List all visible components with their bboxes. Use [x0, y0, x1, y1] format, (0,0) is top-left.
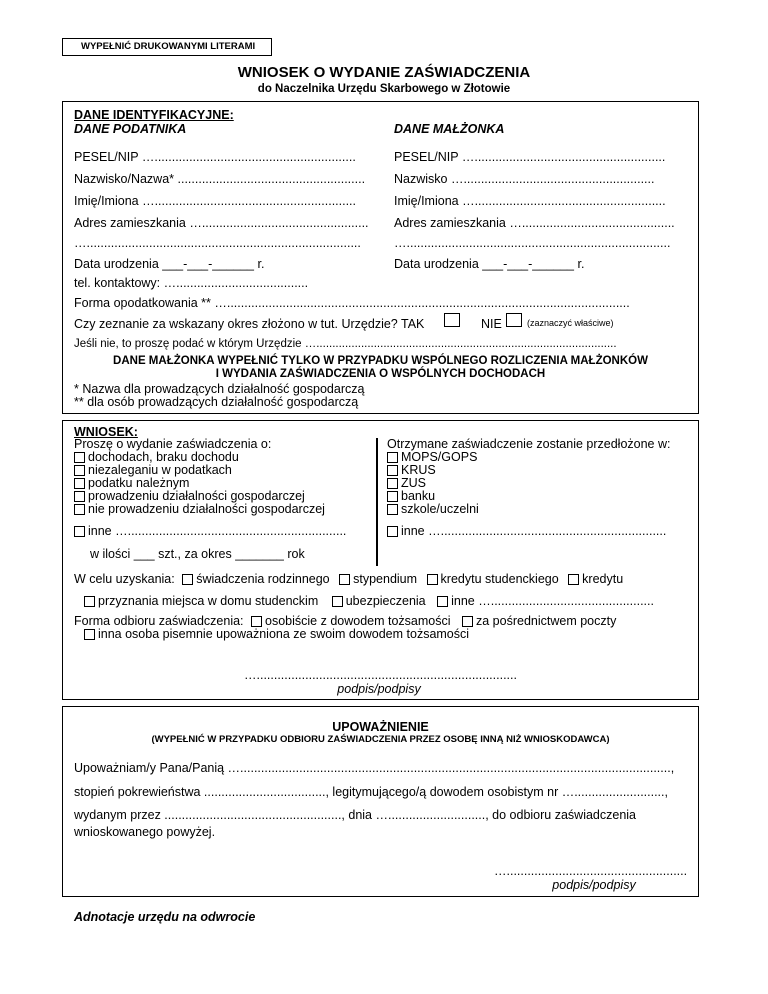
- purpose-family-benefit-checkbox[interactable]: [182, 574, 193, 585]
- spouse-first-name-field[interactable]: Imię/Imiona ….......................................................: [394, 194, 666, 208]
- taxpayer-pesel-field[interactable]: PESEL/NIP …..........................................................: [74, 150, 356, 164]
- office-annotations-note: Adnotacje urzędu na odwrocie: [74, 910, 256, 924]
- certificate-no-arrears-checkbox[interactable]: [74, 465, 85, 476]
- request-header: WNIOSEK:: [74, 425, 138, 439]
- submit-bank-checkbox[interactable]: [387, 491, 398, 502]
- purpose-other-checkbox[interactable]: [437, 596, 448, 607]
- authorization-line-1[interactable]: Upoważniam/y Pana/Panią …............................................................................................................................,: [74, 761, 675, 775]
- taxpayer-name-field[interactable]: Nazwisko/Nazwa* ......................................................: [74, 172, 366, 186]
- filed-hint: (zaznaczyć właściwe): [527, 318, 614, 328]
- pickup-post-label: za pośrednictwem poczty: [476, 614, 617, 628]
- hint-box: [62, 38, 272, 56]
- authorization-subtitle: (WYPEŁNIĆ W PRZYPADKU ODBIORU ZAŚWIADCZENIA PRZEZ OSOBĘ INNĄ NIŻ WNIOSKODAWCA): [151, 734, 610, 745]
- authorization-signature-line[interactable]: …....................................................: [494, 864, 688, 878]
- filed-question: Czy zeznanie za wskazany okres złożono w tut. Urzędzie? TAK: [74, 317, 425, 331]
- tax-form-field[interactable]: Forma opodatkowania ** …....................................................................................................................: [74, 296, 630, 310]
- authorization-title: UPOWAŻNIENIE: [332, 720, 429, 734]
- submit-zus-checkbox[interactable]: [387, 478, 398, 489]
- pickup-personal-label: osobiście z dowodem tożsamości: [265, 614, 451, 628]
- purpose-row-2: [84, 594, 654, 608]
- authorization-line-2[interactable]: stopień pokrewieństwa ..................................., legitymującego/ą dowodem osobistym nr …..........................,: [74, 785, 668, 799]
- spouse-notice-line1: DANE MAŁŻONKA WYPEŁNIĆ TYLKO W PRZYPADKU WSPÓLNEGO ROZLICZENIA MAŁŻONKÓW: [113, 355, 648, 367]
- certificate-business-checkbox[interactable]: [74, 491, 85, 502]
- spouse-address-field[interactable]: Adres zamieszkania …............................................: [394, 216, 675, 230]
- submit-krus-checkbox[interactable]: [387, 465, 398, 476]
- office-field[interactable]: Jeśli nie, to proszę podać w którym Urzędzie …..............................................................................................: [74, 338, 617, 350]
- certificate-income-label: dochodach, braku dochodu: [88, 450, 239, 464]
- spouse-notice-line2: I WYDANIA ZAŚWIADCZENIA O WSPÓLNYCH DOCHODACH: [215, 368, 546, 380]
- spouse-header: DANE MAŁŻONKA: [394, 122, 505, 136]
- purpose-row: [74, 572, 623, 586]
- purpose-loan-label: kredytu: [582, 572, 624, 586]
- purpose-insurance-checkbox[interactable]: [332, 596, 343, 607]
- request-right-list: [387, 450, 479, 515]
- authorization-line-4: wnioskowanego powyżej.: [74, 825, 216, 839]
- ident-header: DANE IDENTYFIKACYJNE:: [74, 108, 234, 122]
- request-column-divider: [376, 438, 378, 566]
- authorization-signature-label: podpis/podpisy: [552, 878, 636, 892]
- submit-bank-label: banku: [401, 489, 436, 503]
- purpose-scholarship-label: stypendium: [353, 572, 418, 586]
- pickup-row-2: [84, 627, 469, 641]
- page-subtitle: do Naczelnika Urzędu Skarbowego w Złotowie: [257, 83, 511, 95]
- pickup-personal-checkbox[interactable]: [251, 616, 262, 627]
- taxpayer-first-name-field[interactable]: Imię/Imiona …..........................................................: [74, 194, 357, 208]
- request-right-intro: Otrzymane zaświadczenie zostanie przedłożone w:: [387, 437, 671, 451]
- purpose-scholarship-checkbox[interactable]: [339, 574, 350, 585]
- quantity-field[interactable]: w ilości ___ szt., za okres _______ rok: [90, 547, 305, 561]
- submit-school-label: szkole/uczelni: [401, 502, 479, 516]
- certificate-other-field[interactable]: inne …...............................................................: [88, 524, 347, 538]
- submit-mops-checkbox[interactable]: [387, 452, 398, 463]
- certificate-tax-due-label: podatku należnym: [88, 476, 190, 490]
- submit-zus-label: ZUS: [401, 476, 426, 490]
- purpose-dormitory-label: przyznania miejsca w domu studenckim: [98, 594, 319, 608]
- request-signature-label: podpis/podpisy: [337, 682, 421, 696]
- purpose-label: W celu uzyskania:: [74, 572, 175, 586]
- taxpayer-address-line2[interactable]: …...............................................................................: [74, 236, 361, 250]
- request-signature-line[interactable]: …...........................................................................: [244, 668, 517, 682]
- purpose-student-loan-checkbox[interactable]: [427, 574, 438, 585]
- purpose-loan-checkbox[interactable]: [568, 574, 579, 585]
- submit-mops-label: MOPS/GOPS: [401, 450, 478, 464]
- pickup-label: Forma odbioru zaświadczenia:: [74, 614, 244, 628]
- request-left-intro: Proszę o wydanie zaświadczenia o:: [74, 437, 272, 451]
- certificate-no-arrears-label: niezaleganiu w podatkach: [88, 463, 232, 477]
- certificate-business-label: prowadzeniu działalności gospodarczej: [88, 489, 305, 503]
- purpose-family-benefit-label: świadczenia rodzinnego: [196, 572, 330, 586]
- purpose-dormitory-checkbox[interactable]: [84, 596, 95, 607]
- filed-yes-checkbox[interactable]: [444, 313, 460, 327]
- purpose-other-field[interactable]: inne …...............................................: [451, 594, 654, 608]
- certificate-other-checkbox[interactable]: [74, 526, 85, 537]
- filed-no-checkbox[interactable]: [506, 313, 522, 327]
- pickup-row: [74, 614, 616, 628]
- certificate-tax-due-checkbox[interactable]: [74, 478, 85, 489]
- taxpayer-header: DANE PODATNIKA: [74, 122, 187, 136]
- certificate-no-business-label: nie prowadzeniu działalności gospodarczej: [88, 502, 325, 516]
- certificate-income-checkbox[interactable]: [74, 452, 85, 463]
- spouse-birth-date-field[interactable]: Data urodzenia ___-___-______ r.: [394, 257, 585, 271]
- footnote-1: * Nazwa dla prowadzących działalność gospodarczą: [74, 382, 365, 396]
- pickup-post-checkbox[interactable]: [462, 616, 473, 627]
- pickup-authorized-checkbox[interactable]: [84, 629, 95, 640]
- taxpayer-address-field[interactable]: Adres zamieszkania …................................................: [74, 216, 369, 230]
- request-left-list: [74, 450, 325, 515]
- hint-text: WYPEŁNIĆ DRUKOWANYMI LITERAMI: [81, 41, 256, 52]
- taxpayer-birth-date-field[interactable]: Data urodzenia ___-___-______ r.: [74, 257, 265, 271]
- purpose-insurance-label: ubezpieczenia: [345, 594, 426, 608]
- spouse-address-line2[interactable]: …............................................................................: [394, 236, 671, 250]
- purpose-student-loan-label: kredytu studenckiego: [440, 572, 559, 586]
- submit-school-checkbox[interactable]: [387, 504, 398, 515]
- spouse-pesel-field[interactable]: PESEL/NIP ….......................................................: [394, 150, 666, 164]
- submit-krus-label: KRUS: [401, 463, 436, 477]
- certificate-no-business-checkbox[interactable]: [74, 504, 85, 515]
- footnote-2: ** dla osób prowadzących działalność gospodarczą: [74, 395, 359, 409]
- spouse-name-field[interactable]: Nazwisko ….......................................................: [394, 172, 655, 186]
- page-title: WNIOSEK O WYDANIE ZAŚWIADCZENIA: [237, 64, 531, 81]
- submit-other-checkbox[interactable]: [387, 526, 398, 537]
- request-left-other: [74, 524, 346, 538]
- authorization-line-3[interactable]: wydanym przez ..................................................., dnia …............................, do odbioru zaświadczenia: [74, 808, 637, 822]
- submit-other-field[interactable]: inne ….................................................................: [401, 524, 667, 538]
- filed-no-label: NIE: [481, 317, 502, 331]
- request-right-other: [387, 524, 666, 538]
- pickup-authorized-label: inna osoba pisemnie upoważniona ze swoim dowodem tożsamości: [98, 627, 470, 641]
- phone-field[interactable]: tel. kontaktowy: …......................................: [74, 276, 309, 290]
